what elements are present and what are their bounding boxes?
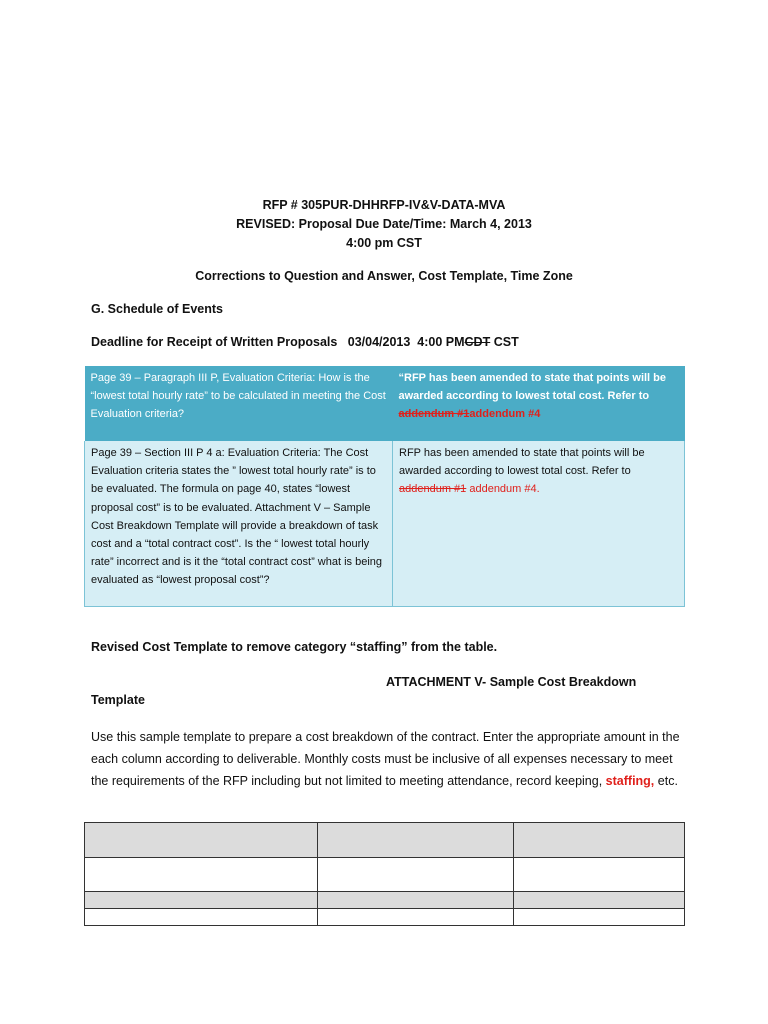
table-row — [85, 909, 685, 926]
table-row — [85, 823, 685, 858]
qa-answer: “RFP has been amended to state that points will be awarded according to lowest total cost. Refer to — [398, 372, 667, 403]
staffing-highlight: staffing, — [605, 774, 655, 788]
corrections-title: Corrections to Question and Answer, Cost Template, Time Zone — [195, 269, 573, 283]
due-time: 4:00 pm CST — [346, 236, 422, 250]
table-row — [85, 892, 685, 909]
table-cell[interactable] — [514, 858, 685, 892]
struck-addendum: addendum #1 — [399, 483, 467, 496]
answer-suffix: . — [536, 483, 540, 496]
deadline-zone: CST — [493, 335, 519, 349]
qa-answer: RFP has been amended to state that points will be awarded according to lowest total cost. Refer to — [399, 447, 645, 478]
attachment-title: ATTACHMENT V- Sample Cost Breakdown — [386, 675, 637, 689]
table-cell[interactable] — [318, 892, 514, 909]
attachment-body — [91, 726, 691, 792]
schedule-heading: G. Schedule of Events — [91, 302, 223, 316]
rfp-number: RFP # 305PUR-DHHRFP-IV&V-DATA-MVA — [262, 198, 506, 212]
qa-answer-cell — [393, 366, 685, 441]
table-cell[interactable] — [85, 823, 318, 858]
attachment-text: Use this sample template to prepare a cost breakdown of the contract. Enter the appropriate amount in the each column according to deliverable. Monthly costs must be inclusive of all expenses necessary to meet the requirements of the RFP including but not limited to meeting attendance, record keeping, — [91, 730, 680, 788]
qa-row — [85, 366, 685, 441]
table-cell[interactable] — [318, 909, 514, 926]
attachment-text-end: etc. — [657, 774, 678, 788]
deadline-line — [91, 335, 519, 349]
deadline-date: 03/04/2013 — [347, 335, 411, 349]
new-addendum: addendum #4 — [469, 483, 537, 496]
qa-answer-cell — [393, 441, 685, 607]
revised-due-date: REVISED: Proposal Due Date/Time: March 4, 2013 — [236, 217, 532, 231]
qa-question: Page 39 – Paragraph III P, Evaluation Criteria: How is the “lowest total hourly rate” to be calculated in meeting the Cost Evaluation criteria? — [85, 366, 393, 441]
qa-question: Page 39 – Section III P 4 a: Evaluation Criteria: The Cost Evaluation criteria states the ” lowest total hourly rate” is to be evaluated. The formula on page 40, states “lowest proposal cost” is to be evaluated. Attachment V – Sample Cost Breakdown Template will provide a breakdown of task cost and a “total contract cost”. Is the “ lowest total hourly rate” incorrect and is it the “total contract cost” what is being evaluated as “lowest proposal cost”? — [85, 441, 393, 607]
table-cell[interactable] — [85, 909, 318, 926]
deadline-struck-zone: CDT — [464, 335, 491, 349]
table-cell[interactable] — [514, 909, 685, 926]
table-cell[interactable] — [85, 858, 318, 892]
table-cell[interactable] — [514, 823, 685, 858]
qa-table — [84, 366, 685, 607]
deadline-label: Deadline for Receipt of Written Proposals — [91, 335, 338, 349]
table-cell[interactable] — [318, 823, 514, 858]
cost-template-table — [84, 822, 685, 926]
deadline-time: 4:00 PM — [417, 335, 465, 349]
new-addendum: addendum #4 — [469, 408, 541, 421]
qa-row — [85, 441, 685, 607]
table-cell[interactable] — [85, 892, 318, 909]
table-row — [85, 858, 685, 892]
table-cell[interactable] — [514, 892, 685, 909]
attachment-title-cont: Template — [91, 693, 145, 707]
table-cell[interactable] — [318, 858, 514, 892]
revised-template-note: Revised Cost Template to remove category “staffing” from the table. — [91, 640, 498, 654]
struck-addendum: addendum #1 — [398, 408, 470, 421]
